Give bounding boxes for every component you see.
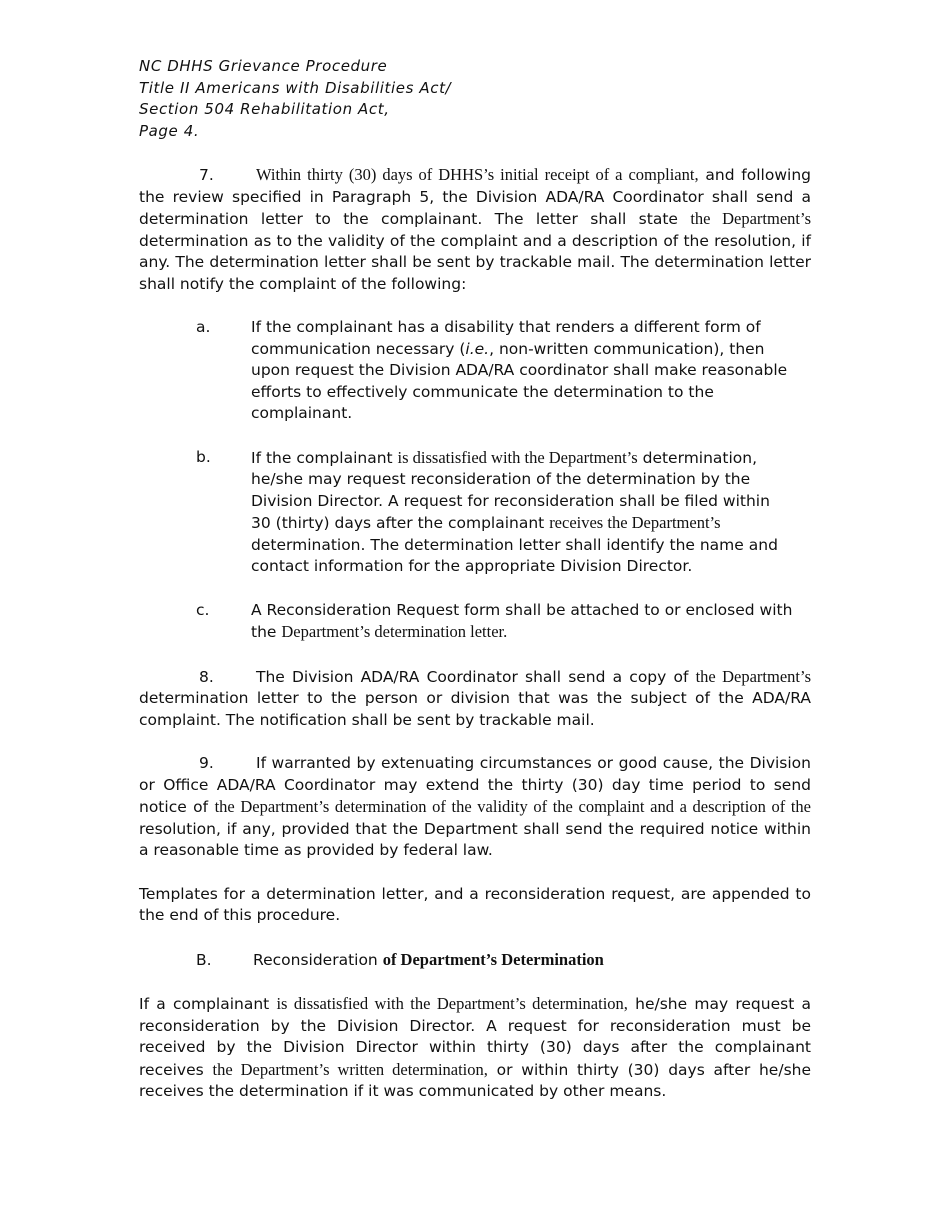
paragraph-text: is dissatisfied with the Department’s determination, — [276, 994, 628, 1013]
page-header — [139, 56, 811, 142]
paragraph-9 — [139, 753, 811, 862]
paragraph-text: the Department’s — [690, 209, 812, 228]
section-title: of Department’s Determination — [382, 949, 604, 969]
reconsideration-paragraph — [139, 993, 811, 1103]
subparagraph-text: i.e. — [465, 339, 490, 358]
paragraph-text: resolution, if any, provided that the Department shall send the required notice within a reasonable time as provided by federal law. — [139, 819, 811, 859]
subparagraph-text: If the complainant has a disability that renders a different form of communication necessary ( — [251, 318, 761, 358]
subparagraph-letter: a. — [196, 318, 211, 336]
paragraph-text: and following the review specified in Paragraph 5, the Division ADA/RA Coordinator shall send a determination letter to the complainant. The letter shall state — [139, 166, 811, 228]
paragraph-text: If warranted by extenuating circumstances or good cause, the Division or Office ADA/RA Coordinator may extend the thirty (30) day time period to send notice of — [139, 754, 811, 816]
header-line: Title II Americans with Disabilities Act/ — [139, 78, 452, 97]
section-heading — [139, 949, 811, 972]
paragraph-text: Within thirty (30) days of DHHS’s initial receipt of a compliant, — [256, 165, 699, 184]
paragraph-text: If a complainant — [139, 995, 277, 1013]
templates-paragraph: Templates for a determination letter, and a reconsideration request, are appended to the end of this procedure. — [139, 884, 811, 924]
subparagraph-text: is dissatisfied with the Department’s — [397, 447, 638, 467]
header-line: Section 504 Rehabilitation Act, — [139, 100, 390, 118]
subparagraph-text: determination, he/she may request reconsideration of the determination by the Division Director. A request for reconsideration shall be filed within 30 (thirty) days after the complainant — [251, 448, 770, 532]
paragraph-text: The Division ADA/RA Coordinator shall send a copy of — [256, 667, 696, 686]
section-letter: B. — [196, 950, 212, 969]
subparagraph-text: , non-written communication), then upon request the Division ADA/RA coordinator shall make reasonable efforts to effectively communicate the determination to the complainant. — [251, 339, 788, 422]
subparagraph-letter: c. — [196, 600, 210, 619]
paragraph-text: determination as to the validity of the complaint and a description of the resolution, if any. The determination letter shall be sent by trackable mail. The determination letter shall notify the complaint of the following: — [139, 231, 811, 293]
paragraph-text: he/she may request a reconsideration by the Division Director. A request for reconsideration must be received by the Division Director within thirty (30) days after the complainant receives — [139, 995, 811, 1079]
header-line: NC DHHS Grievance Procedure — [139, 57, 388, 75]
paragraph-text: the Department’s written determination, — [212, 1059, 488, 1079]
paragraph-8 — [139, 666, 811, 732]
paragraph-text: the Department’s — [695, 666, 812, 686]
subparagraph-text: Department’s determination letter. — [281, 622, 508, 641]
paragraph-text: or within thirty (30) days after he/she receives the determination if it was communicated by other means. — [139, 1060, 812, 1100]
paragraph-text: the Department’s determination of the validity of the complaint and a description of the — [214, 797, 812, 816]
section-title: Reconsideration — [253, 950, 383, 969]
subparagraph-text: receives the Department’s — [549, 513, 721, 532]
subparagraph-letter: b. — [196, 447, 211, 466]
subparagraph-b — [139, 447, 791, 578]
paragraph-number: 9. — [199, 754, 214, 772]
document-page — [139, 56, 811, 1103]
subparagraph-text: A Reconsideration Request form shall be attached to or enclosed with the — [251, 600, 793, 641]
paragraph-text: determination letter to the person or division that was the subject of the ADA/RA complaint. The notification shall be sent by trackable mail. — [139, 689, 811, 729]
paragraph-number: 8. — [199, 667, 214, 686]
header-line: Page 4. — [139, 121, 200, 140]
subparagraph-a — [139, 317, 791, 425]
paragraph-number: 7. — [199, 166, 214, 184]
subparagraph-text: If the complainant — [251, 448, 398, 467]
subparagraph-text: determination. The determination letter shall identify the name and contact information for the appropriate Division Director. — [251, 535, 778, 575]
paragraph-7 — [139, 164, 811, 295]
subparagraph-c — [139, 600, 811, 644]
